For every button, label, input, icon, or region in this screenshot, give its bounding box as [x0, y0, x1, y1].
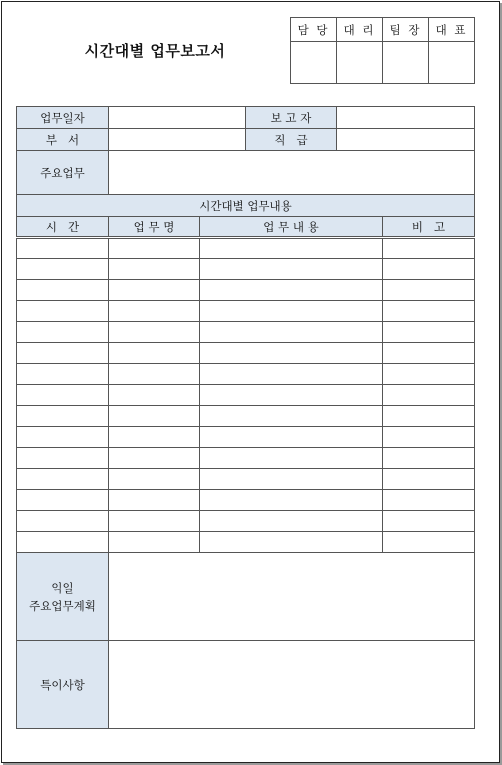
remarks-cell[interactable] [383, 343, 475, 364]
remarks-cell[interactable] [383, 280, 475, 301]
approval-sign-ceo[interactable] [429, 42, 475, 84]
schedule-row [17, 385, 475, 406]
time-cell[interactable] [17, 490, 109, 511]
remarks-cell[interactable] [383, 385, 475, 406]
task-content-cell[interactable] [200, 406, 383, 427]
task-content-cell[interactable] [200, 364, 383, 385]
remarks-cell[interactable] [383, 532, 475, 553]
main-task-field[interactable] [109, 151, 475, 195]
time-cell[interactable] [17, 364, 109, 385]
task-content-cell[interactable] [200, 259, 383, 280]
time-cell[interactable] [17, 280, 109, 301]
task-name-cell[interactable] [109, 259, 200, 280]
time-cell[interactable] [17, 511, 109, 532]
approval-box [290, 17, 475, 84]
schedule-rows [17, 238, 475, 553]
report-table [16, 106, 475, 729]
time-cell[interactable] [17, 343, 109, 364]
approval-header-assistant-manager: 대 리 [337, 18, 383, 42]
task-name-cell[interactable] [109, 364, 200, 385]
time-cell[interactable] [17, 301, 109, 322]
task-name-cell[interactable] [109, 532, 200, 553]
schedule-row [17, 532, 475, 553]
next-day-plan-field[interactable] [109, 553, 475, 641]
task-name-cell[interactable] [109, 490, 200, 511]
remarks-cell[interactable] [383, 238, 475, 259]
schedule-row [17, 322, 475, 343]
task-name-cell[interactable] [109, 280, 200, 301]
task-name-cell[interactable] [109, 301, 200, 322]
remarks-cell[interactable] [383, 511, 475, 532]
schedule-row [17, 343, 475, 364]
remarks-cell[interactable] [383, 448, 475, 469]
special-notes-field[interactable] [109, 641, 475, 729]
task-name-cell[interactable] [109, 406, 200, 427]
schedule-row [17, 469, 475, 490]
col-time-header: 시 간 [17, 217, 109, 238]
position-label: 직 급 [246, 129, 337, 151]
task-name-cell[interactable] [109, 238, 200, 259]
main-task-label: 주요업무 [17, 151, 109, 195]
remarks-cell[interactable] [383, 322, 475, 343]
time-cell[interactable] [17, 238, 109, 259]
schedule-row [17, 238, 475, 259]
time-cell[interactable] [17, 259, 109, 280]
task-name-cell[interactable] [109, 322, 200, 343]
remarks-cell[interactable] [383, 469, 475, 490]
task-content-cell[interactable] [200, 427, 383, 448]
time-cell[interactable] [17, 427, 109, 448]
task-name-cell[interactable] [109, 511, 200, 532]
remarks-cell[interactable] [383, 427, 475, 448]
task-content-cell[interactable] [200, 343, 383, 364]
schedule-row [17, 511, 475, 532]
schedule-row [17, 364, 475, 385]
col-remarks-header: 비 고 [383, 217, 475, 238]
work-date-label: 업무일자 [17, 107, 109, 129]
schedule-row [17, 301, 475, 322]
task-name-cell[interactable] [109, 427, 200, 448]
task-content-cell[interactable] [200, 385, 383, 406]
document-title: 시간대별 업무보고서 [84, 42, 226, 60]
schedule-row [17, 406, 475, 427]
task-content-cell[interactable] [200, 469, 383, 490]
task-name-cell[interactable] [109, 469, 200, 490]
time-cell[interactable] [17, 469, 109, 490]
approval-header-team-leader: 팀 장 [383, 18, 429, 42]
task-name-cell[interactable] [109, 385, 200, 406]
col-task-content-header: 업 무 내 용 [200, 217, 383, 238]
task-name-cell[interactable] [109, 448, 200, 469]
approval-sign-staff[interactable] [291, 42, 337, 84]
time-cell[interactable] [17, 385, 109, 406]
department-field[interactable] [109, 129, 246, 151]
schedule-section-title: 시간대별 업무내용 [17, 195, 475, 217]
col-task-name-header: 업 무 명 [109, 217, 200, 238]
work-date-field[interactable] [109, 107, 246, 129]
task-content-cell[interactable] [200, 301, 383, 322]
schedule-row [17, 427, 475, 448]
remarks-cell[interactable] [383, 490, 475, 511]
time-cell[interactable] [17, 532, 109, 553]
schedule-row [17, 490, 475, 511]
remarks-cell[interactable] [383, 301, 475, 322]
schedule-row [17, 259, 475, 280]
remarks-cell[interactable] [383, 364, 475, 385]
reporter-label: 보 고 자 [246, 107, 337, 129]
next-day-plan-label-line2: 주요업무계획 [29, 598, 96, 613]
task-content-cell[interactable] [200, 448, 383, 469]
approval-sign-assistant-manager[interactable] [337, 42, 383, 84]
next-day-plan-label [17, 553, 109, 641]
approval-header-staff: 담 당 [291, 18, 337, 42]
schedule-row [17, 448, 475, 469]
task-content-cell[interactable] [200, 238, 383, 259]
task-content-cell[interactable] [200, 532, 383, 553]
remarks-cell[interactable] [383, 406, 475, 427]
next-day-plan-label-line1: 익일 [51, 580, 74, 595]
time-cell[interactable] [17, 322, 109, 343]
department-label: 부 서 [17, 129, 109, 151]
task-content-cell[interactable] [200, 280, 383, 301]
position-field[interactable] [337, 129, 475, 151]
time-cell[interactable] [17, 448, 109, 469]
time-cell[interactable] [17, 406, 109, 427]
reporter-field[interactable] [337, 107, 475, 129]
approval-header-ceo: 대 표 [429, 18, 475, 42]
task-content-cell[interactable] [200, 511, 383, 532]
task-content-cell[interactable] [200, 490, 383, 511]
schedule-row [17, 280, 475, 301]
remarks-cell[interactable] [383, 259, 475, 280]
special-notes-label: 특이사항 [17, 641, 109, 729]
task-name-cell[interactable] [109, 343, 200, 364]
approval-sign-team-leader[interactable] [383, 42, 429, 84]
task-content-cell[interactable] [200, 322, 383, 343]
